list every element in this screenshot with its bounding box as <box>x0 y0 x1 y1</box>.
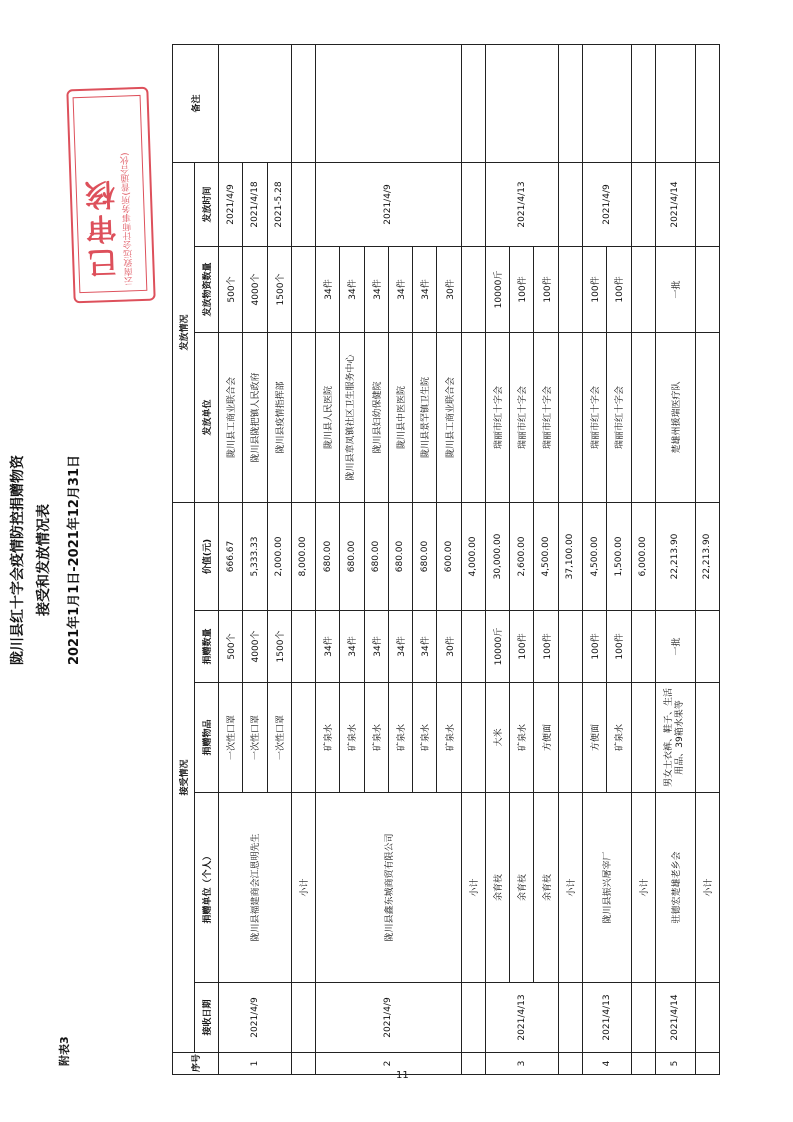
subtotal-row <box>631 45 655 1075</box>
header-donor: 捐赠单位（个人） <box>195 793 219 983</box>
cell-item: 一次性口罩 <box>219 683 243 793</box>
cell-qty: 34件 <box>340 611 364 683</box>
cell-item: 矿泉水 <box>607 683 631 793</box>
cell-item: 矿泉水 <box>364 683 388 793</box>
cell-out-time: 2021/4/9 <box>316 163 462 247</box>
cell-unit: 瑞丽市红十字会 <box>485 333 509 503</box>
cell-donor: 陇川县振兴屠宰厂 <box>582 793 631 983</box>
cell-qty: 30件 <box>437 611 461 683</box>
cell-value: 680.00 <box>413 503 437 611</box>
cell-item: 一次性口罩 <box>267 683 291 793</box>
cell-item: 大米 <box>485 683 509 793</box>
cell-out-qty: 100件 <box>582 247 606 333</box>
cell-out-time: 2021-5.28 <box>267 163 291 247</box>
cell-out-qty: 34件 <box>364 247 388 333</box>
cell-qty: 500个 <box>219 611 243 683</box>
cell-item: 一次性口罩 <box>243 683 267 793</box>
subtotal-value: 8,000.00 <box>291 503 315 611</box>
header-qty: 捐赠数量 <box>195 611 219 683</box>
title-period: 2021年1月1日-2021年12月31日 <box>67 454 82 666</box>
subtotal-label: 小计 <box>631 793 655 983</box>
subtotal-value: 22,213.90 <box>695 503 719 611</box>
cell-seq: 1 <box>219 1053 292 1075</box>
cell-unit: 瑞丽市红十字会 <box>534 333 558 503</box>
cell-unit: 瑞丽市红十字会 <box>607 333 631 503</box>
cell-out-qty: 100件 <box>510 247 534 333</box>
header-distributed: 发放情况 <box>173 163 195 503</box>
table-row <box>655 45 695 1075</box>
cell-seq: 5 <box>655 1053 695 1075</box>
header-received: 接受情况 <box>173 503 195 1053</box>
subtotal-row <box>461 45 485 1075</box>
cell-seq: 4 <box>582 1053 631 1075</box>
header-date: 接收日期 <box>195 983 219 1053</box>
cell-unit: 陇川县中医医院 <box>388 333 412 503</box>
cell-remark <box>219 45 292 163</box>
table-row <box>219 45 243 1075</box>
cell-qty: 100件 <box>534 611 558 683</box>
stamp-main-text: 已审核 <box>85 175 124 279</box>
cell-out-qty: 10000斤 <box>485 247 509 333</box>
cell-date: 2021/4/9 <box>219 983 292 1053</box>
cell-date: 2021/4/13 <box>485 983 558 1053</box>
cell-out-time: 2021/4/14 <box>655 163 695 247</box>
audit-stamp <box>66 87 155 304</box>
cell-out-time: 2021/4/9 <box>219 163 243 247</box>
cell-donor: 陇川县鑫东城商贸有限公司 <box>316 793 462 983</box>
cell-item: 方便面 <box>582 683 606 793</box>
header-out-time: 发放时间 <box>195 163 219 247</box>
cell-date: 2021/4/14 <box>655 983 695 1053</box>
cell-qty: 100件 <box>607 611 631 683</box>
cell-value: 5,333.33 <box>243 503 267 611</box>
cell-out-qty: 500个 <box>219 247 243 333</box>
cell-value: 680.00 <box>340 503 364 611</box>
cell-out-time: 2021/4/18 <box>243 163 267 247</box>
title-line-2: 接受和发放情况表 <box>36 504 52 616</box>
cell-value: 680.00 <box>364 503 388 611</box>
subtotal-row <box>695 45 719 1075</box>
cell-unit: 陇川县章凤镇社区卫生服务中心 <box>340 333 364 503</box>
cell-out-time: 2021/4/13 <box>485 163 558 247</box>
cell-qty: 1500个 <box>267 611 291 683</box>
cell-remark <box>582 45 631 163</box>
cell-out-qty: 100件 <box>607 247 631 333</box>
cell-out-qty: 34件 <box>388 247 412 333</box>
cell-remark <box>316 45 462 163</box>
cell-remark <box>655 45 695 163</box>
cell-value: 1,500.00 <box>607 503 631 611</box>
cell-out-qty: 100件 <box>534 247 558 333</box>
cell-unit: 陇川县景罕镇卫生院 <box>413 333 437 503</box>
cell-qty: 100件 <box>510 611 534 683</box>
header-seq: 序号 <box>173 1053 219 1075</box>
cell-donor: 余育枝 <box>485 793 509 983</box>
header-out-qty: 发放物资数量 <box>195 247 219 333</box>
subtotal-row <box>558 45 582 1075</box>
cell-out-qty: 34件 <box>316 247 340 333</box>
cell-unit: 陇川县人民医院 <box>316 333 340 503</box>
cell-unit: 瑞丽市红十字会 <box>582 333 606 503</box>
cell-donor: 陇川县福建商会江恩明先生 <box>219 793 292 983</box>
cell-unit: 陇川县陇把镇人民政府 <box>243 333 267 503</box>
cell-donor: 余育枝 <box>534 793 558 983</box>
table-row <box>316 45 340 1075</box>
cell-unit: 陇川县疫情指挥部 <box>267 333 291 503</box>
cell-qty: 34件 <box>364 611 388 683</box>
cell-qty: 4000个 <box>243 611 267 683</box>
subtotal-label: 小计 <box>291 793 315 983</box>
cell-seq: 3 <box>485 1053 558 1075</box>
cell-date: 2021/4/9 <box>316 983 462 1053</box>
page-number: 11 <box>396 1070 409 1081</box>
subtotal-row <box>291 45 315 1075</box>
cell-unit: 陇川县工商业联合会 <box>437 333 461 503</box>
header-remark: 备注 <box>173 45 219 163</box>
cell-value: 4,500.00 <box>582 503 606 611</box>
appendix-label: 附表3 <box>58 1036 71 1066</box>
cell-out-qty: 34件 <box>340 247 364 333</box>
cell-out-time: 2021/4/9 <box>582 163 631 247</box>
cell-donor: 余育枝 <box>510 793 534 983</box>
cell-item: 矿泉水 <box>340 683 364 793</box>
cell-value: 22,213.90 <box>655 503 695 611</box>
cell-value: 680.00 <box>388 503 412 611</box>
table-row <box>485 45 509 1075</box>
title-line-1: 陇川县红十字会疫情防控捐赠物资 <box>10 455 26 665</box>
header-value: 价值(元) <box>195 503 219 611</box>
subtotal-label: 小计 <box>461 793 485 983</box>
cell-out-qty: 1500个 <box>267 247 291 333</box>
cell-qty: 一批 <box>655 611 695 683</box>
cell-item: 矿泉水 <box>316 683 340 793</box>
cell-item: 矿泉水 <box>437 683 461 793</box>
cell-value: 666.67 <box>219 503 243 611</box>
donation-table <box>172 44 720 1075</box>
cell-out-qty: 34件 <box>413 247 437 333</box>
cell-value: 2,600.00 <box>510 503 534 611</box>
cell-out-qty: 4000个 <box>243 247 267 333</box>
cell-qty: 10000斤 <box>485 611 509 683</box>
header-item: 捐赠物品 <box>195 683 219 793</box>
subtotal-value: 37,100.00 <box>558 503 582 611</box>
cell-value: 2,000.00 <box>267 503 291 611</box>
title-block <box>7 345 82 775</box>
cell-item: 男女士衣裤、鞋子、生活用品、39箱水果等 <box>655 683 695 793</box>
stamp-firm-name: 云南致远会计师事务所(普通合伙) <box>120 152 136 286</box>
cell-remark <box>485 45 558 163</box>
cell-out-qty: 一批 <box>655 247 695 333</box>
cell-value: 4,500.00 <box>534 503 558 611</box>
cell-out-qty: 30件 <box>437 247 461 333</box>
cell-value: 30,000.00 <box>485 503 509 611</box>
cell-unit: 陇川县妇幼保健院 <box>364 333 388 503</box>
cell-item: 矿泉水 <box>388 683 412 793</box>
header-unit: 发放单位 <box>195 333 219 503</box>
cell-qty: 100件 <box>582 611 606 683</box>
cell-qty: 34件 <box>413 611 437 683</box>
cell-date: 2021/4/13 <box>582 983 631 1053</box>
table-row <box>582 45 606 1075</box>
subtotal-label: 小计 <box>558 793 582 983</box>
cell-item: 矿泉水 <box>413 683 437 793</box>
cell-qty: 34件 <box>316 611 340 683</box>
cell-unit: 楚雄州援瑞医疗队 <box>655 333 695 503</box>
cell-item: 矿泉水 <box>510 683 534 793</box>
cell-value: 600.00 <box>437 503 461 611</box>
subtotal-value: 4,000.00 <box>461 503 485 611</box>
cell-donor: 驻德宏楚雄老乡会 <box>655 793 695 983</box>
cell-seq: 2 <box>316 1053 462 1075</box>
cell-qty: 34件 <box>388 611 412 683</box>
cell-item: 方便面 <box>534 683 558 793</box>
cell-unit: 瑞丽市红十字会 <box>510 333 534 503</box>
cell-value: 680.00 <box>316 503 340 611</box>
cell-unit: 陇川县工商业联合会 <box>219 333 243 503</box>
subtotal-label: 小计 <box>695 793 719 983</box>
subtotal-value: 6,000.00 <box>631 503 655 611</box>
